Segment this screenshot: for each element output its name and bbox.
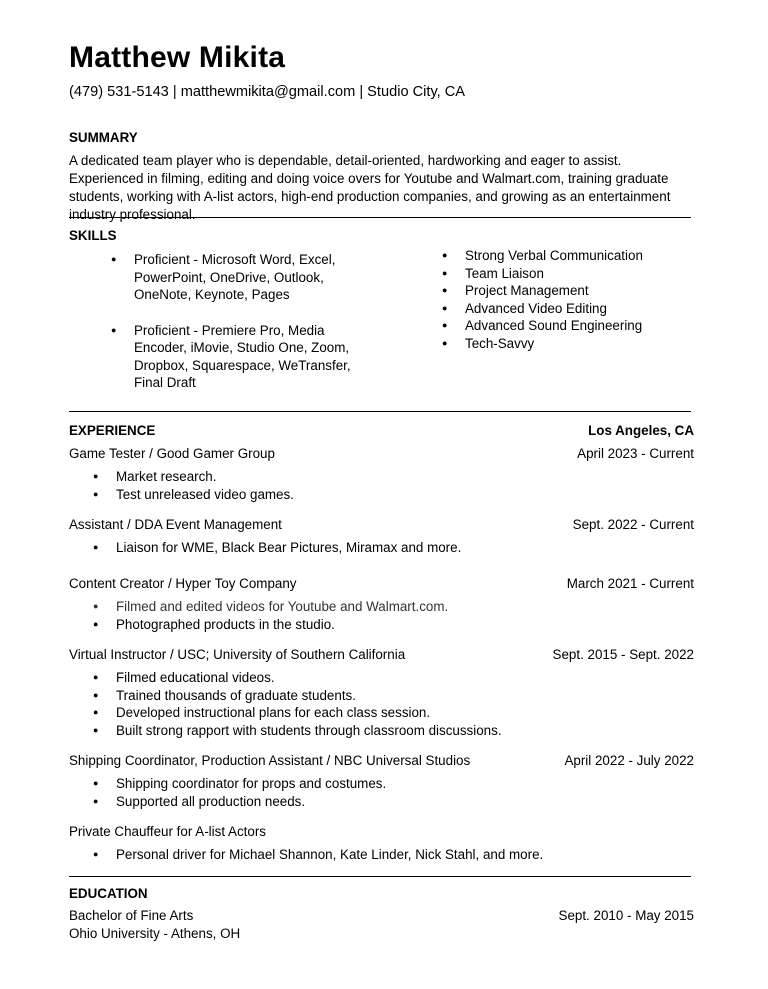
divider bbox=[69, 411, 691, 412]
skill-item: ● Project Management bbox=[442, 282, 682, 300]
job-dates: March 2021 - Current bbox=[566, 576, 694, 591]
job-entry bbox=[69, 647, 694, 742]
job-dates: Sept. 2022 - Current bbox=[572, 517, 694, 532]
job-bullet: ● Market research. bbox=[93, 468, 294, 486]
job-role: Game Tester / Good Gamer Group bbox=[69, 446, 275, 461]
job-bullet: ● Shipping coordinator for props and costumes. bbox=[93, 775, 386, 793]
skill-item: ● Advanced Video Editing bbox=[442, 300, 682, 318]
skill-item: ● Proficient - Premiere Pro, Media Encoder, iMovie, Studio One, Zoom, Dropbox, Squarespace, WeTransfer, Final Draft bbox=[111, 322, 381, 392]
job-bullets bbox=[93, 775, 386, 810]
job-bullets bbox=[93, 598, 448, 633]
education-entry bbox=[69, 908, 694, 944]
contact-line: (479) 531-5143 | matthewmikita@gmail.com | Studio City, CA bbox=[69, 84, 466, 100]
experience-location: Los Angeles, CA bbox=[588, 423, 694, 438]
job-role: Private Chauffeur for A-list Actors bbox=[69, 824, 266, 839]
skill-item: ● Tech-Savvy bbox=[442, 335, 682, 353]
education-degree: Bachelor of Fine Arts bbox=[69, 908, 194, 923]
skill-item: ● Proficient - Microsoft Word, Excel, PowerPoint, OneDrive, Outlook, OneNote, Keynote, Pages bbox=[111, 251, 381, 304]
job-bullet: ● Built strong rapport with students through classroom discussions. bbox=[93, 722, 502, 740]
divider bbox=[69, 217, 691, 218]
job-dates: April 2022 - July 2022 bbox=[564, 753, 694, 768]
job-entry bbox=[69, 517, 694, 557]
experience-heading: EXPERIENCE bbox=[69, 423, 156, 438]
job-role: Virtual Instructor / USC; University of Southern California bbox=[69, 647, 406, 662]
job-bullet: ● Developed instructional plans for each class session. bbox=[93, 704, 502, 722]
skills-heading: SKILLS bbox=[69, 228, 117, 243]
job-entry bbox=[69, 446, 694, 506]
job-dates: Sept. 2015 - Sept. 2022 bbox=[552, 647, 694, 662]
job-role: Shipping Coordinator, Production Assistant / NBC Universal Studios bbox=[69, 753, 471, 768]
skill-item: ● Advanced Sound Engineering bbox=[442, 317, 682, 335]
job-bullets bbox=[93, 846, 543, 864]
summary-text: A dedicated team player who is dependable, detail-oriented, hardworking and eager to assist. Experienced in filming, editing and doing voice overs for Youtube and Walmart.com, training graduate students, working with A-list actors, high-end production companies, and growing as an entertainment industry professional. bbox=[69, 153, 671, 222]
job-bullet: ● Trained thousands of graduate students. bbox=[93, 687, 502, 705]
summary-heading: SUMMARY bbox=[69, 130, 138, 145]
job-bullet: ● Photographed products in the studio. bbox=[93, 616, 448, 634]
education-school: Ohio University - Athens, OH bbox=[69, 926, 241, 941]
job-bullet: ● Supported all production needs. bbox=[93, 793, 386, 811]
skills-left-list bbox=[111, 251, 381, 392]
job-bullet: ● Filmed educational videos. bbox=[93, 669, 502, 687]
job-bullets bbox=[93, 539, 461, 557]
job-bullet: ● Test unreleased video games. bbox=[93, 486, 294, 504]
job-role: Assistant / DDA Event Management bbox=[69, 517, 282, 532]
job-bullet: ● Filmed and edited videos for Youtube and Walmart.com. bbox=[93, 598, 448, 616]
job-bullets bbox=[93, 669, 502, 739]
job-bullet: ● Liaison for WME, Black Bear Pictures, Miramax and more. bbox=[93, 539, 461, 557]
job-bullet: ● Personal driver for Michael Shannon, Kate Linder, Nick Stahl, and more. bbox=[93, 846, 543, 864]
job-role: Content Creator / Hyper Toy Company bbox=[69, 576, 297, 591]
job-entry bbox=[69, 576, 694, 636]
education-heading: EDUCATION bbox=[69, 886, 148, 901]
skill-item: ● Strong Verbal Communication bbox=[442, 247, 682, 265]
divider bbox=[69, 876, 691, 877]
job-dates: April 2023 - Current bbox=[577, 446, 694, 461]
resume-name: Matthew Mikita bbox=[69, 41, 286, 74]
skills-right-list bbox=[442, 247, 682, 352]
job-entry bbox=[69, 753, 694, 813]
job-bullets bbox=[93, 468, 294, 503]
skill-item: ● Team Liaison bbox=[442, 265, 682, 283]
job-entry bbox=[69, 824, 694, 864]
education-dates: Sept. 2010 - May 2015 bbox=[558, 908, 694, 923]
experience-header bbox=[69, 423, 694, 441]
